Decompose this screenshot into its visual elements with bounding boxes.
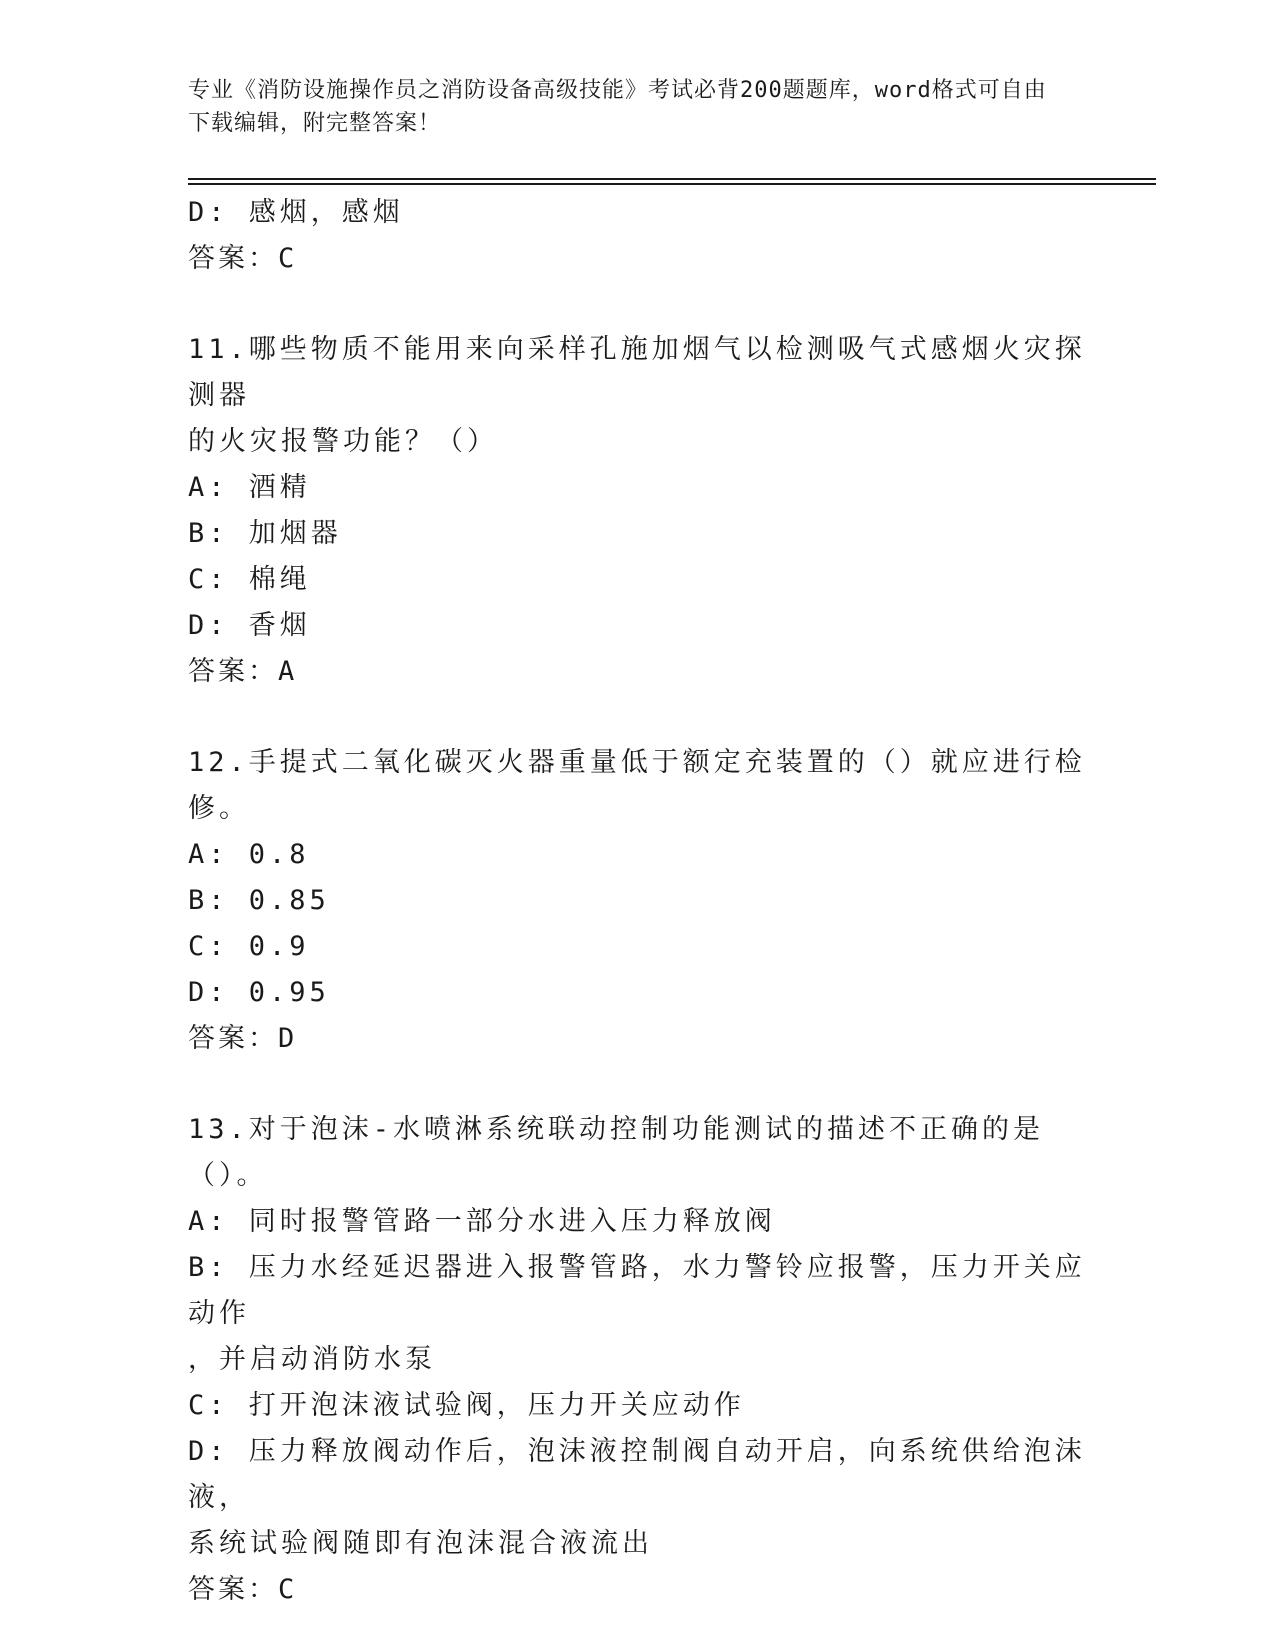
option-a: A: 酒精 (188, 472, 311, 503)
option-b: B: 加烟器 (188, 518, 342, 549)
document-header: 专业《消防设施操作员之消防设备高级技能》考试必背200题题库，word格式可自由下载编辑，附完整答案！ (188, 78, 1047, 136)
option-d: D: 0.95 (188, 977, 330, 1008)
question-stem: 11.哪些物质不能用来向采样孔施加烟气以检测吸气式感烟火灾探测器 (188, 334, 1086, 411)
option-b: B: 0.85 (188, 885, 330, 916)
answer-line: 答案：C (188, 1574, 298, 1605)
option-c: C: 棉绳 (188, 564, 311, 595)
option-a: A: 0.8 (188, 839, 310, 870)
question-stem: 13.对于泡沫-水喷淋系统联动控制功能测试的描述不正确的是（）。 (188, 1114, 1045, 1191)
question-12 (188, 740, 1088, 1062)
previous-question-tail (188, 190, 1088, 282)
spacer (188, 695, 1088, 740)
option-a: A: 同时报警管路一部分水进入压力释放阀 (188, 1206, 776, 1237)
answer-line: 答案：A (188, 656, 298, 687)
document-body (188, 190, 1088, 1613)
spacer (188, 1062, 1088, 1107)
answer-line: 答案：C (188, 243, 298, 274)
answer-line: 答案：D (188, 1023, 298, 1054)
option-c: C: 0.9 (188, 931, 310, 962)
question-stem: 12.手提式二氧化碳灭火器重量低于额定充装置的（）就应进行检修。 (188, 747, 1086, 824)
option-c: C: 打开泡沫液试验阀，压力开关应动作 (188, 1390, 745, 1421)
question-11 (188, 327, 1088, 695)
header-rule-bottom (188, 183, 1156, 185)
option-d: D: 香烟 (188, 610, 311, 641)
header-rule-top (188, 178, 1156, 180)
option-b-continued: ，并启动消防水泵 (188, 1344, 436, 1375)
question-13 (188, 1107, 1088, 1613)
option-d: D: 压力释放阀动作后，泡沫液控制阀自动开启，向系统供给泡沫液， (188, 1436, 1086, 1513)
spacer (188, 282, 1088, 327)
option-b: B: 压力水经延迟器进入报警管路，水力警铃应报警，压力开关应动作 (188, 1252, 1086, 1329)
option-d: D: 感烟，感烟 (188, 197, 404, 228)
option-d-continued: 系统试验阀随即有泡沫混合液流出 (188, 1528, 653, 1559)
question-stem: 的火灾报警功能？（） (188, 426, 498, 457)
